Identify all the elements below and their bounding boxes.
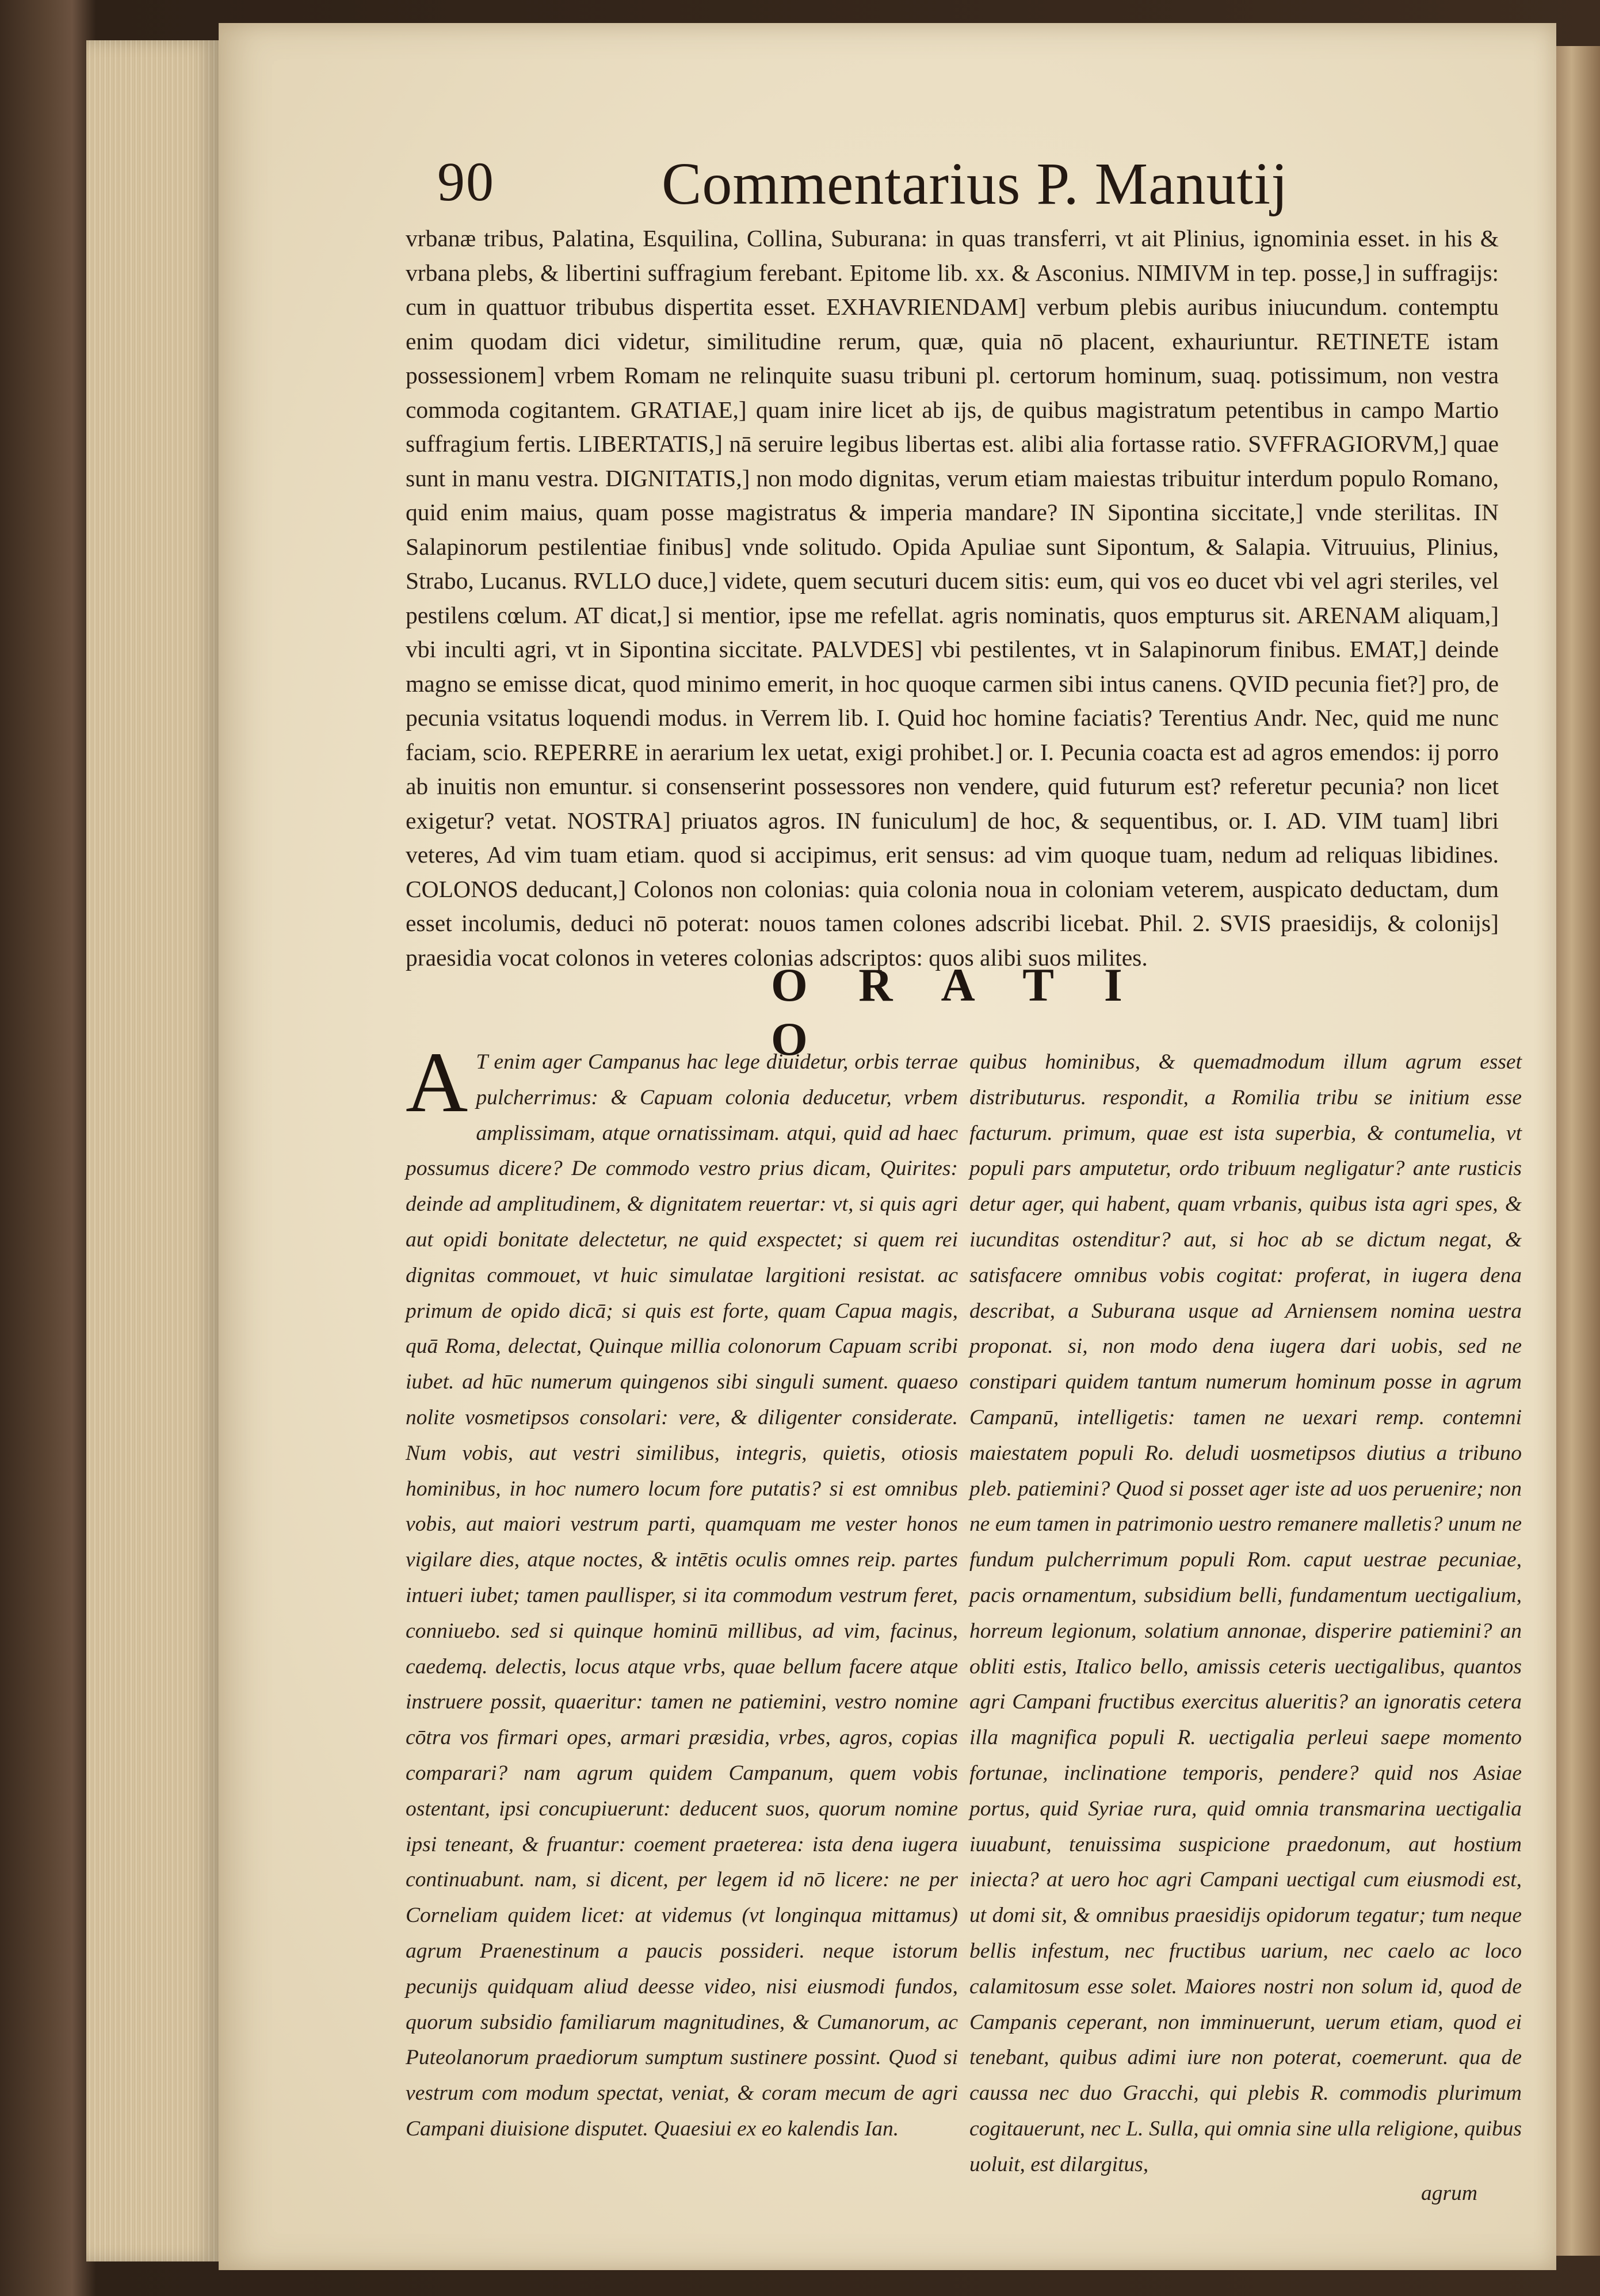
commentary-block bbox=[406, 222, 1499, 975]
page-edges bbox=[86, 40, 219, 2261]
oratio-heading: O R A T I O bbox=[771, 959, 1142, 1065]
facing-page-edge bbox=[1556, 46, 1600, 2256]
commentary-text: vrbanæ tribus, Palatina, Esquilina, Collina, Suburana: in quas transferri, vt ait Plinius, ignominia esset. in his & vrbana plebs, & libertini suffragium ferebant. Epitome lib. xx. & Asconius. NIMIVM in tep. posse,] in suffragijs: cum in quattuor tribubus dispertita esset. EXHAVRIENDAM] verbum plebis auribus iniucundum. contemptu enim quodam dici videtur, similitudine rerum, quæ, quia nō placent, exhauriuntur. RETINETE istam possessionem] vrbem Romam ne relinquite suasu tribuni pl. certorum hominum, suaq. potissimum, non vestra commoda cogitantem. GRATIAE,] quam inire licet ab ijs, de quibus magistratum petentibus in campo Martio suffragium fertis. LIBERTATIS,] nā seruire legibus libertas est. alibi alia fortasse ratio. SVFFRAGIORVM,] quae sunt in manu vestra. DIGNITATIS,] non modo dignitas, verum etiam maiestas tribuitur interdum populo Romano, quid enim maius, quam posse magistratus & imperia mandare? IN Sipontina siccitate,] vnde sterilitas. IN Salapinorum pestilentiae finibus] vnde solitudo. Opida Apuliae sunt Sipontum, & Salapia. Vitruuius, Plinius, Strabo, Lucanus. RVLLO duce,] videte, quem secuturi ducem sitis: eum, qui vos eo ducet vbi vel agri steriles, vel pestilens cœlum. AT dicat,] si mentior, ipse me refellat. agris nominatis, quos empturus sit. ARENAM aliquam,] vbi inculti agri, vt in Sipontina siccitate. PALVDES] vbi pestilentes, vt in Salapinorum finibus. EMAT,] deinde magno se emisse dicat, quod minimo emerit, in hoc quoque carmen sibi intus canens. QVID pecunia fiet?] pro, de pecunia vsitatus loquendi modus. in Verrem lib. I. Quid hoc homine faciatis? Terentius Andr. Nec, quid me nunc faciam, scio. REPERRE in aerarium lex uetat, exigi prohibet.] or. I. Pecunia coacta est ad agros emendos: ij porro ab inuitis non emuntur. si consenserint possessores non vendere, quid futurum est? referetur pecunia? non licet exigetur? vetat. NOSTRA] priuatos agros. IN funiculum] de hoc, & sequentibus, or. I. AD. VIM tuam] libri veteres, Ad vim tuam etiam. quod si accipimus, erit sensus: ad vim quoque tuam, nedum ad reliquas libidines. COLONOS deducant,] Colonos non colonias: quia colonia noua in coloniam veterem, auspicato deductam, dum esset incolumis, deduci nō poterat: nouos tamen colones adscribi licebat. Phil. 2. SVIS praesidijs, & colonijs] praesidia vocat colonos in veteres colonias adscriptos: quos alibi suos milites. bbox=[406, 225, 1499, 971]
page-header bbox=[437, 138, 1473, 219]
oratio-right-column bbox=[969, 1044, 1522, 2183]
oratio-left-body: T enim ager Campanus hac lege diuidetur, orbis terrae pulcherrimus: & Capuam colonia deducetur, vrbem amplissimam, atque ornatissimam. atqui, quid ad haec possumus dicere? De commodo vestro prius dicam, Quirites: deinde ad amplitudinem, & dignitatem reuertar: vt, si quis agri aut opidi bonitate delectetur, ne quid exspectet; si quem rei dignitas commouet, vt huic simulatae largitioni resistat. ac primum de opido dicā; si quis est forte, quam Capua magis, quā Roma, delectat, Quinque millia colonorum Capuam scribi iubet. ad hūc numerum quingenos sibi singuli sument. quaeso nolite vosmetipsos consolari: vere, & diligenter considerate. Num vobis, aut vestri similibus, integris, quietis, otiosis hominibus, in hoc numero locum fore putatis? si est omnibus vobis, aut maiori vestrum parti, quamquam me vester honos vigilare dies, atque noctes, & intētis oculis omnes reip. partes intueri iubet; tamen paullisper, si ita commodum vestrum feret, conniuebo. sed si quinque hominū millibus, ad vim, facinus, caedemq. delectis, locus atque vrbs, quae bellum facere atque instruere possit, quaeritur: tamen ne patiemini, vestro nomine cōtra vos firmari opes, armari præsidia, vrbes, agros, copias comparari? nam agrum quidem Campanum, quem vobis ostentant, ipsi concupiuerunt: deducent suos, quorum nomine ipsi teneant, & fruantur: coement praeterea: ista dena iugera continuabunt. nam, si dicent, per legem id nō licere: ne per Corneliam quidem licet: at videmus (vt longinqua mittamus) agrum Praenestinum a paucis possideri. neque istorum pecunijs quidquam aliud deesse video, nisi eiusmodi fundos, quorum subsidio familiarum magnitudines, & Cumanorum, ac Puteolanorum praediorum sumptum sustinere possint. Quod si vestrum com modum spectat, veniat, & coram mecum de agri Campani diuisione disputet. Quaesiui ex eo kalendis Ian. bbox=[406, 1050, 958, 2141]
oratio-left-text bbox=[406, 1035, 958, 2147]
oratio-right-text: quibus hominibus, & quemadmodum illum agrum esset distributurus. respondit, a Romilia tribu se initium esse facturum. primum, quae est ista superbia, & contumelia, vt populi pars amputetur, ordo tribuum negligatur? ante rusticis detur ager, qui habent, quam vrbanis, quibus ista agri spes, & iucunditas ostenditur? aut, si hoc ab se dictum negat, & satisfacere omnibus vobis cogitat: proferat, in iugera dena describat, a Suburana usque ad Arniensem nomina uestra proponat. si, non modo dena iugera dari uobis, sed ne constipari quidem tantum numerum hominum posse in agrum Campanū, intelligetis: tamen ne uexari remp. contemni maiestatem populi Ro. deludi uosmetipsos diutius a tribuno pleb. patiemini? Quod si posset ager iste ad uos peruenire; non ne eum tamen in patrimonio uestro remanere malletis? unum ne fundum pulcherrimum populi Rom. caput uestrae pecuniae, pacis ornamentum, subsidium belli, fundamentum uectigalium, horreum legionum, solatium annonae, disperire patiemini? an obliti estis, Italico bello, amissis ceteris uectigalibus, quantos agri Campani fructibus exercitus alueritis? an ignoratis cetera illa magnifica populi R. uectigalia perleui saepe momento fortunae, inclinatione temporis, pendere? quid nos Asiae portus, quid Syriae rura, quid omnia transmarina uectigalia iuuabunt, tenuissima suspicione praedonum, aut hostium iniecta? at uero hoc agri Campani uectigal cum eiusmodi est, ut domi sit, & omnibus praesidijs opidorum tegatur; tum neque bellis infestum, nec fructibus uarium, nec caelo ac loco calamitosum esse solet. Maiores nostri non solum id, quod de Campanis ceperant, non imminuerunt, uerum etiam, quod ei tenebant, quibus adimi iure non poterat, coemerunt. qua de caussa nec duo Gracchi, qui plebis R. commodis plurimum cogitauerunt, nec L. Sulla, qui omnia sine ulla religione, quibus uoluit, est dilargitus, bbox=[969, 1050, 1522, 2176]
drop-cap: A bbox=[406, 1035, 468, 1130]
oratio-left-column bbox=[406, 1035, 958, 2147]
catchword: agrum bbox=[1421, 2181, 1477, 2205]
page-number: 90 bbox=[437, 151, 495, 212]
running-title: Commentarius P. Manutij bbox=[662, 151, 1288, 217]
